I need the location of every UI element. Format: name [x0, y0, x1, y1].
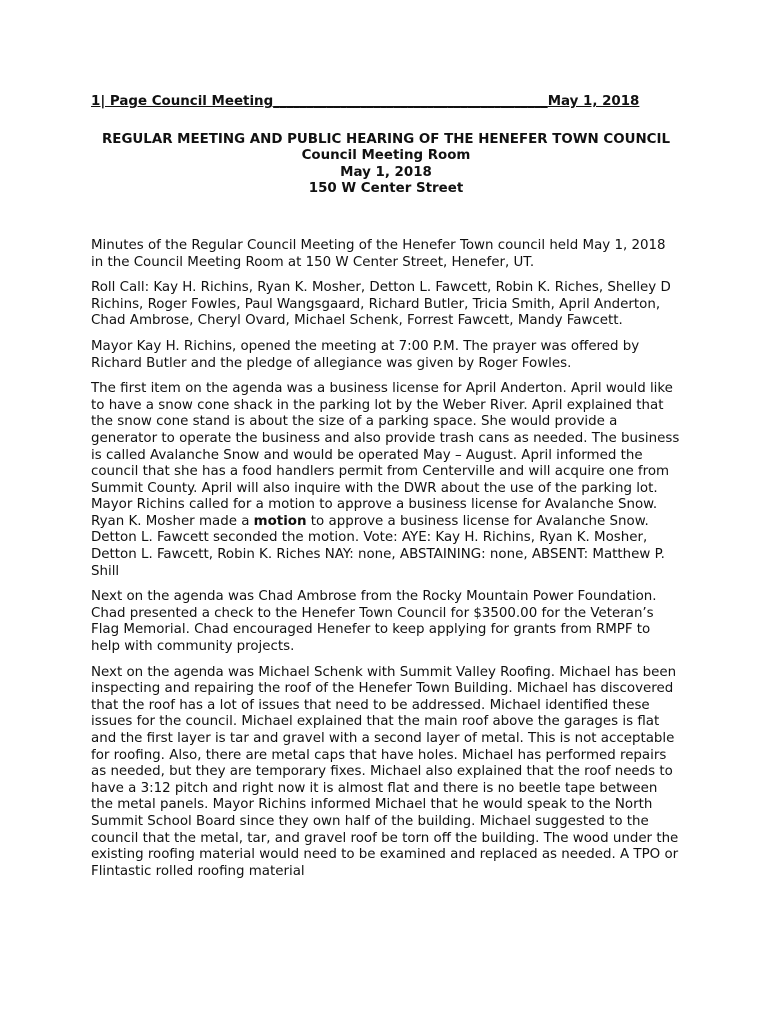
- business-license-paragraph: [91, 381, 681, 580]
- header-date: May 1, 2018: [547, 94, 640, 109]
- header-underline-fill: _________________________________________: [273, 94, 548, 109]
- header-page-ref: 1| Page Council Meeting: [91, 94, 274, 109]
- meeting-title-block: [91, 132, 681, 198]
- rmpf-paragraph: Next on the agenda was Chad Ambrose from the Rocky Mountain Power Foundation. Chad presented a check to the Henefer Town Council for $3500.00 for the Veteran’s Flag Memorial. Chad encouraged Henefer to keep applying for grants from RMPF to help with community projects.: [91, 589, 657, 655]
- roofing-paragraph: Next on the agenda was Michael Schenk with Summit Valley Roofing. Michael has been inspecting and repairing the roof of the Henefer Town Building. Michael has discovered that the roof has a lot of issues that need to be addressed. Michael identified these issues for the council. Michael explained that the main roof above the garages is flat and the first layer is tar and gravel with a second layer of metal. This is not acceptable for roofing. Also, there are metal caps that have holes. Michael has performed repairs as needed, but they are temporary fixes. Michael also explained that the roof needs to have a 3:12 pitch and right now it is almost flat and there is no beetle tape between the metal panels. Mayor Richins informed Michael that he would speak to the North Summit School Board since they own half of the building. Michael suggested to the council that the metal, tar, and gravel roof be torn off the building. The wood under the existing roofing material would need to be examined and replaced as needed. A TPO or Flintastic rolled roofing material: [91, 664, 679, 879]
- opening-paragraph: Mayor Kay H. Richins, opened the meeting at 7:00 P.M. The prayer was offered by Richard Butler and the pledge of allegiance was given by Roger Fowles.: [91, 338, 640, 371]
- meeting-title: REGULAR MEETING AND PUBLIC HEARING OF THE HENEFER TOWN COUNCIL: [101, 131, 670, 147]
- motion-keyword: motion: [253, 513, 307, 529]
- roll-call-paragraph: Roll Call: Kay H. Richins, Ryan K. Mosher, Detton L. Fawcett, Robin K. Riches, Shelley D Richins, Roger Fowles, Paul Wangsgaard, Richard Butler, Tricia Smith, April Anderton, Chad Ambrose, Cheryl Ovard, Michael Schenk, Forrest Fawcett, Mandy Fawcett.: [91, 280, 671, 329]
- business-license-text-b: to approve a business license for Avalanche Snow. Detton L. Fawcett seconded the motion. Vote: AYE: Kay H. Richins, Ryan K. Mosher, Detton L. Fawcett, Robin K. Riches NAY: none, ABSTAINING: none, ABSENT: Matthew P. Shill: [91, 513, 665, 579]
- meeting-date: May 1, 2018: [340, 164, 432, 180]
- meeting-location: Council Meeting Room: [301, 148, 471, 164]
- intro-paragraph: Minutes of the Regular Council Meeting of the Henefer Town council held May 1, 2018 in the Council Meeting Room at 150 W Center Street, Henefer, UT.: [91, 237, 666, 270]
- business-license-text-a: The first item on the agenda was a business license for April Anderton. April would like to have a snow cone shack in the parking lot by the Weber River. April explained that the snow cone stand is about the size of a parking space. She would provide a generator to operate the business and also provide trash cans as needed. The business is called Avalanche Snow and would be operated May – August. April informed the council that she has a food handlers permit from Centerville and will acquire one from Summit County. April will also inquire with the DWR about the use of the parking lot. Mayor Richins called for a motion to approve a business license for Avalanche Snow. Ryan K. Mosher made a: [91, 381, 680, 529]
- document-page: [91, 94, 681, 889]
- meeting-address: 150 W Center Street: [308, 181, 464, 197]
- page-header: [91, 94, 681, 111]
